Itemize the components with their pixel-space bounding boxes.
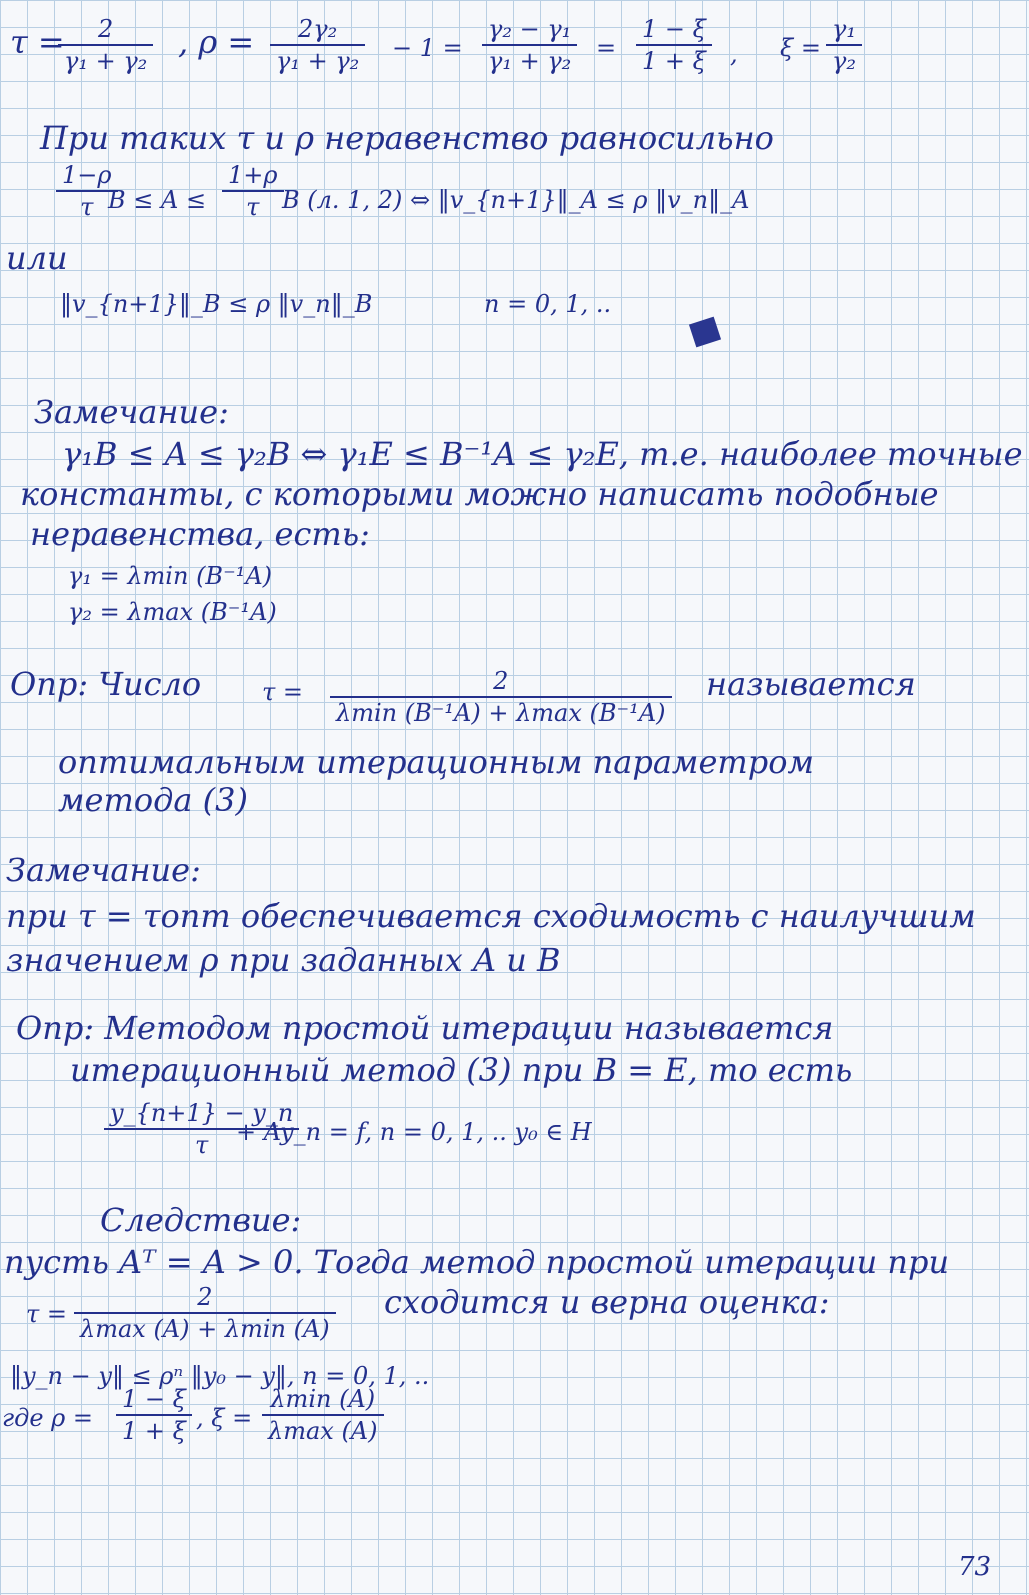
rho-denominator-1: γ₁ + γ₂ (270, 44, 365, 76)
def1-tail: называется (706, 665, 916, 703)
upper-numerator: 1+ρ (228, 161, 278, 189)
corollary-rho-fraction (116, 1384, 192, 1446)
tau-numerator: 2 (98, 15, 114, 43)
equals-sign: = (596, 34, 617, 62)
rho-numerator-3: 1 − ξ (642, 15, 706, 43)
corollary-line1: пусть Aᵀ = A > 0. Тогда метод простой итерации при (4, 1243, 950, 1281)
remark1-gamma2: γ₂ = λmax (B⁻¹A) (68, 598, 277, 626)
minus-one: − 1 = (392, 34, 463, 62)
def1-tau: τ = (262, 678, 304, 706)
remark1-line3: неравенства, есть: (30, 515, 370, 553)
tau-lhs: τ = (10, 23, 65, 61)
remark2-line2: значением ρ при заданных A и B (6, 941, 561, 979)
corollary-xi-denominator: λmax (A) (262, 1414, 384, 1446)
upper-bound-fraction (222, 160, 284, 222)
corollary-fraction (74, 1282, 336, 1344)
upper-denominator: τ (222, 190, 284, 222)
rho-denominator-2: γ₁ + γ₂ (482, 44, 577, 76)
end-of-proof-square-icon (689, 317, 721, 348)
def1-fraction (330, 666, 672, 728)
comma: , (730, 40, 738, 68)
corollary-title: Следствие: (100, 1201, 302, 1239)
def1-line2: оптимальным итерационным параметром (58, 743, 814, 781)
def2-numerator: y_{n+1} − y_n (110, 1099, 294, 1127)
def2-equation: + Ay_n = f, n = 0, 1, .. y₀ ∈ H (236, 1118, 592, 1146)
corollary-estimate: ‖y_n − y‖ ≤ ρⁿ ‖y₀ − y‖, n = 0, 1, .. (10, 1362, 430, 1390)
def1-numerator: 2 (493, 667, 509, 695)
def1-line3: метода (3) (58, 781, 248, 819)
xi-label: ξ = (780, 34, 821, 62)
norm-b-inequality: ‖v_{n+1}‖_B ≤ ρ ‖v_n‖_B (60, 290, 373, 318)
remark1-line2: константы, с которыми можно написать подобные (20, 475, 939, 513)
inequality-middle: B ≤ A ≤ (108, 186, 207, 214)
def1-denominator: λmin (B⁻¹A) + λmax (B⁻¹A) (330, 696, 672, 728)
remark1-title: Замечание: (34, 393, 229, 431)
def2-denominator: τ (104, 1128, 299, 1160)
rho-fraction-2 (482, 14, 577, 76)
index-range: n = 0, 1, .. (484, 290, 612, 318)
rho-numerator-1: 2γ₂ (298, 15, 338, 43)
remark1-gamma1: γ₁ = λmin (B⁻¹A) (68, 562, 273, 590)
norm-equivalence: B (л. 1, 2) ⇔ ‖v_{n+1}‖_A ≤ ρ ‖v_n‖_A (282, 186, 750, 214)
rho-denominator-3: 1 + ξ (636, 44, 712, 76)
rho-fraction-3 (636, 14, 712, 76)
def1-label: Опр: Число (10, 665, 202, 703)
text-line-1: При таких τ и ρ неравенство равносильно (40, 119, 774, 157)
xi-numerator: γ₁ (832, 15, 856, 43)
corollary-denominator: λmax (A) + λmin (A) (74, 1312, 336, 1344)
tau-fraction (58, 14, 153, 76)
page-number: 73 (958, 1552, 992, 1582)
rho-numerator-2: γ₂ − γ₁ (488, 15, 572, 43)
corollary-where: где ρ = (2, 1404, 94, 1432)
lower-numerator: 1−ρ (62, 161, 112, 189)
rho-label: , ρ = (178, 23, 255, 61)
def2-line2: итерационный метод (3) при B = E, то есть (70, 1051, 853, 1089)
text-or: или (6, 239, 68, 277)
remark2-line1: при τ = τопт обеспечивается сходимость с наилучшим (6, 897, 976, 935)
corollary-xi-fraction (262, 1384, 384, 1446)
corollary-rho-numerator: 1 − ξ (122, 1385, 186, 1413)
remark2-title: Замечание: (6, 851, 201, 889)
corollary-tau: τ = (26, 1300, 68, 1328)
corollary-rho-denominator: 1 + ξ (116, 1414, 192, 1446)
corollary-numerator: 2 (197, 1283, 213, 1311)
corollary-tail: сходится и верна оценка: (384, 1283, 830, 1321)
corollary-xi-numerator: λmin (A) (270, 1385, 376, 1413)
tau-denominator: γ₁ + γ₂ (58, 44, 153, 76)
rho-fraction-1 (270, 14, 365, 76)
lower-denominator: τ (56, 190, 118, 222)
xi-fraction (826, 14, 862, 76)
def2-line1: Опр: Методом простой итерации называется (16, 1009, 834, 1047)
remark1-line1: γ₁B ≤ A ≤ γ₂B ⇔ γ₁E ≤ B⁻¹A ≤ γ₂E, т.е. наиболее точные (62, 435, 1023, 473)
xi-denominator: γ₂ (826, 44, 862, 76)
corollary-xi: , ξ = (196, 1404, 253, 1432)
